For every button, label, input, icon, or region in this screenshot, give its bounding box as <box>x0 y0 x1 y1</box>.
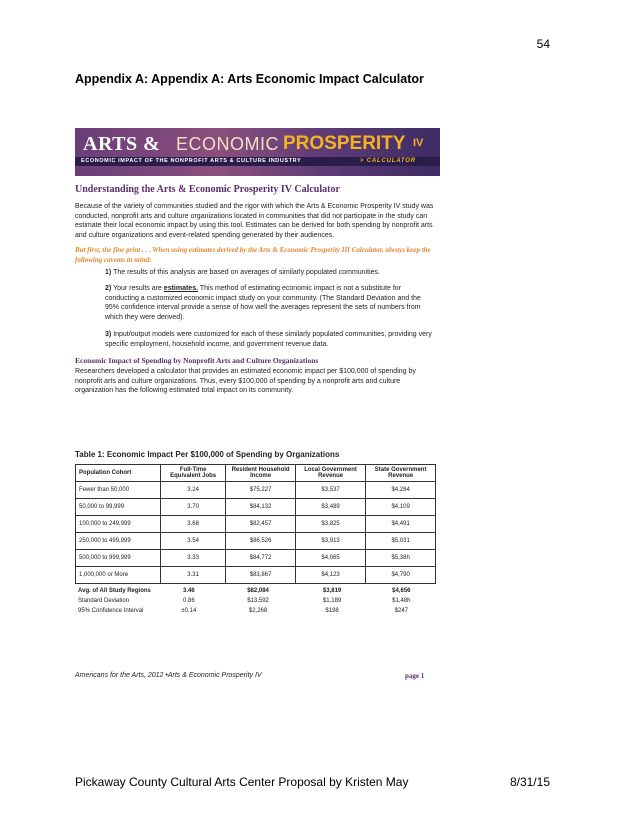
banner-calculator <box>360 157 416 166</box>
banner-economic: ECONOMIC <box>176 134 279 154</box>
summary-row-average: Avg. of All Study Regions 3.46 $82,084 $3,819 $4,656 <box>78 588 411 594</box>
table-row: 50,000 to 99,999 3.70 $84,132 $3,489 $4,109 <box>76 499 436 516</box>
table-caption: Table 1: Economic Impact Per $100,000 of Spending by Organizations <box>75 450 340 459</box>
table-row: 500,000 to 999,999 3.33 $84,772 $4,065 $5,38h <box>76 550 436 567</box>
summary-table <box>75 586 436 616</box>
footer-title: Pickaway County Cultural Arts Center Proposal by Kristen May <box>75 775 409 789</box>
caveat-heading: But first, the fine print . . . When using estimates derived by the Arts & Economic Prosperity III Calculator, always keep the following caveats in mind: <box>75 246 431 264</box>
col-population-cohort: Population Cohort <box>76 465 161 482</box>
banner-prosperity: PROSPERITY <box>283 133 406 154</box>
appendix-title: Appendix A: Appendix A: Arts Economic Impact Calculator <box>75 72 424 86</box>
col-household-income: Resident Household Income <box>226 465 296 482</box>
col-state-gov-revenue: State Government Revenue <box>366 465 436 482</box>
table-row: 1,000,000 or More 3.31 $83,867 $4,123 $4,790 <box>76 567 436 584</box>
caveat-item-3: 3) Input/output models were customized for each of these similarly populated communities, providing very specific employment, household income, and government revenue data. <box>105 331 432 348</box>
table-header-row <box>76 465 436 482</box>
doc-intro: Because of the variety of communities studied and the rigor with which the Arts & Economic Prosperity IV study was conducted, nonprofit arts and culture organizations located in communities that did not participate in the study can estimate their local economic impact by using this tool. Estimates can be derived for both spending by nonprofit arts and culture organizations and event-related spending generated by their audiences. <box>75 203 434 239</box>
table-row: Fewer than 50,000 3.24 $75,227 $3,537 $4,284 <box>76 482 436 499</box>
caveat-item-2: 2) Your results are estimates. This method of estimating economic impact is not a substitute for conducting a customized economic impact study on your community. (The Standard Deviation and the 95% confidence interval provide a sense of how well the averages represent the sets of numbers from which they were derived). <box>105 285 421 321</box>
col-fte-jobs: Full-Time Equivalent Jobs <box>161 465 226 482</box>
page-number: 54 <box>536 37 550 51</box>
banner-subtitle: ECONOMIC IMPACT OF THE NONPROFIT ARTS & CULTURE INDUSTRY <box>81 158 302 164</box>
banner-arts: ARTS & <box>83 133 161 155</box>
embedded-calculator-page <box>75 128 440 688</box>
banner-calculator-label: CALCULATOR <box>366 158 416 164</box>
banner-iv: IV <box>413 137 424 149</box>
caveat-item-1: 1) The results of this analysis are based on averages of similarly populated communities. <box>105 269 380 276</box>
summary-row-confidence: 95% Confidence Interval ±0.14 $2,268 $198 $247 <box>78 608 409 614</box>
banner-arrow: > <box>360 158 365 164</box>
prosperity-banner <box>75 128 440 176</box>
section2-text: Researchers developed a calculator that provides an estimated economic impact per $100,000 of spending by nonprofit arts and culture organizations. Thus, every $100,000 of spending by a nonprofit arts and culture organization has the following estimated total impact on its community. <box>75 368 416 394</box>
impact-table <box>75 464 436 584</box>
footer-date: 8/31/15 <box>509 775 550 789</box>
col-local-gov-revenue: Local Government Revenue <box>295 465 365 482</box>
embedded-footer-source: Americans for the Arts, 2012 •Arts & Economic Prosperity IV <box>75 672 262 679</box>
summary-row-std-dev: Standard Deviation 0.86 $13,592 $1,189 $1,48h <box>78 598 411 604</box>
table-row: 250,000 to 499,999 3.54 $86,526 $3,913 $5,031 <box>76 533 436 550</box>
table-row: 100,000 to 249,999 3.68 $82,457 $3,825 $4,491 <box>76 516 436 533</box>
section2-heading: Economic Impact of Spending by Nonprofit Arts and Culture Organizations <box>75 356 319 365</box>
doc-heading: Understanding the Arts & Economic Prosperity IV Calculator <box>75 184 340 195</box>
embedded-footer-page: page 1 <box>405 672 425 680</box>
